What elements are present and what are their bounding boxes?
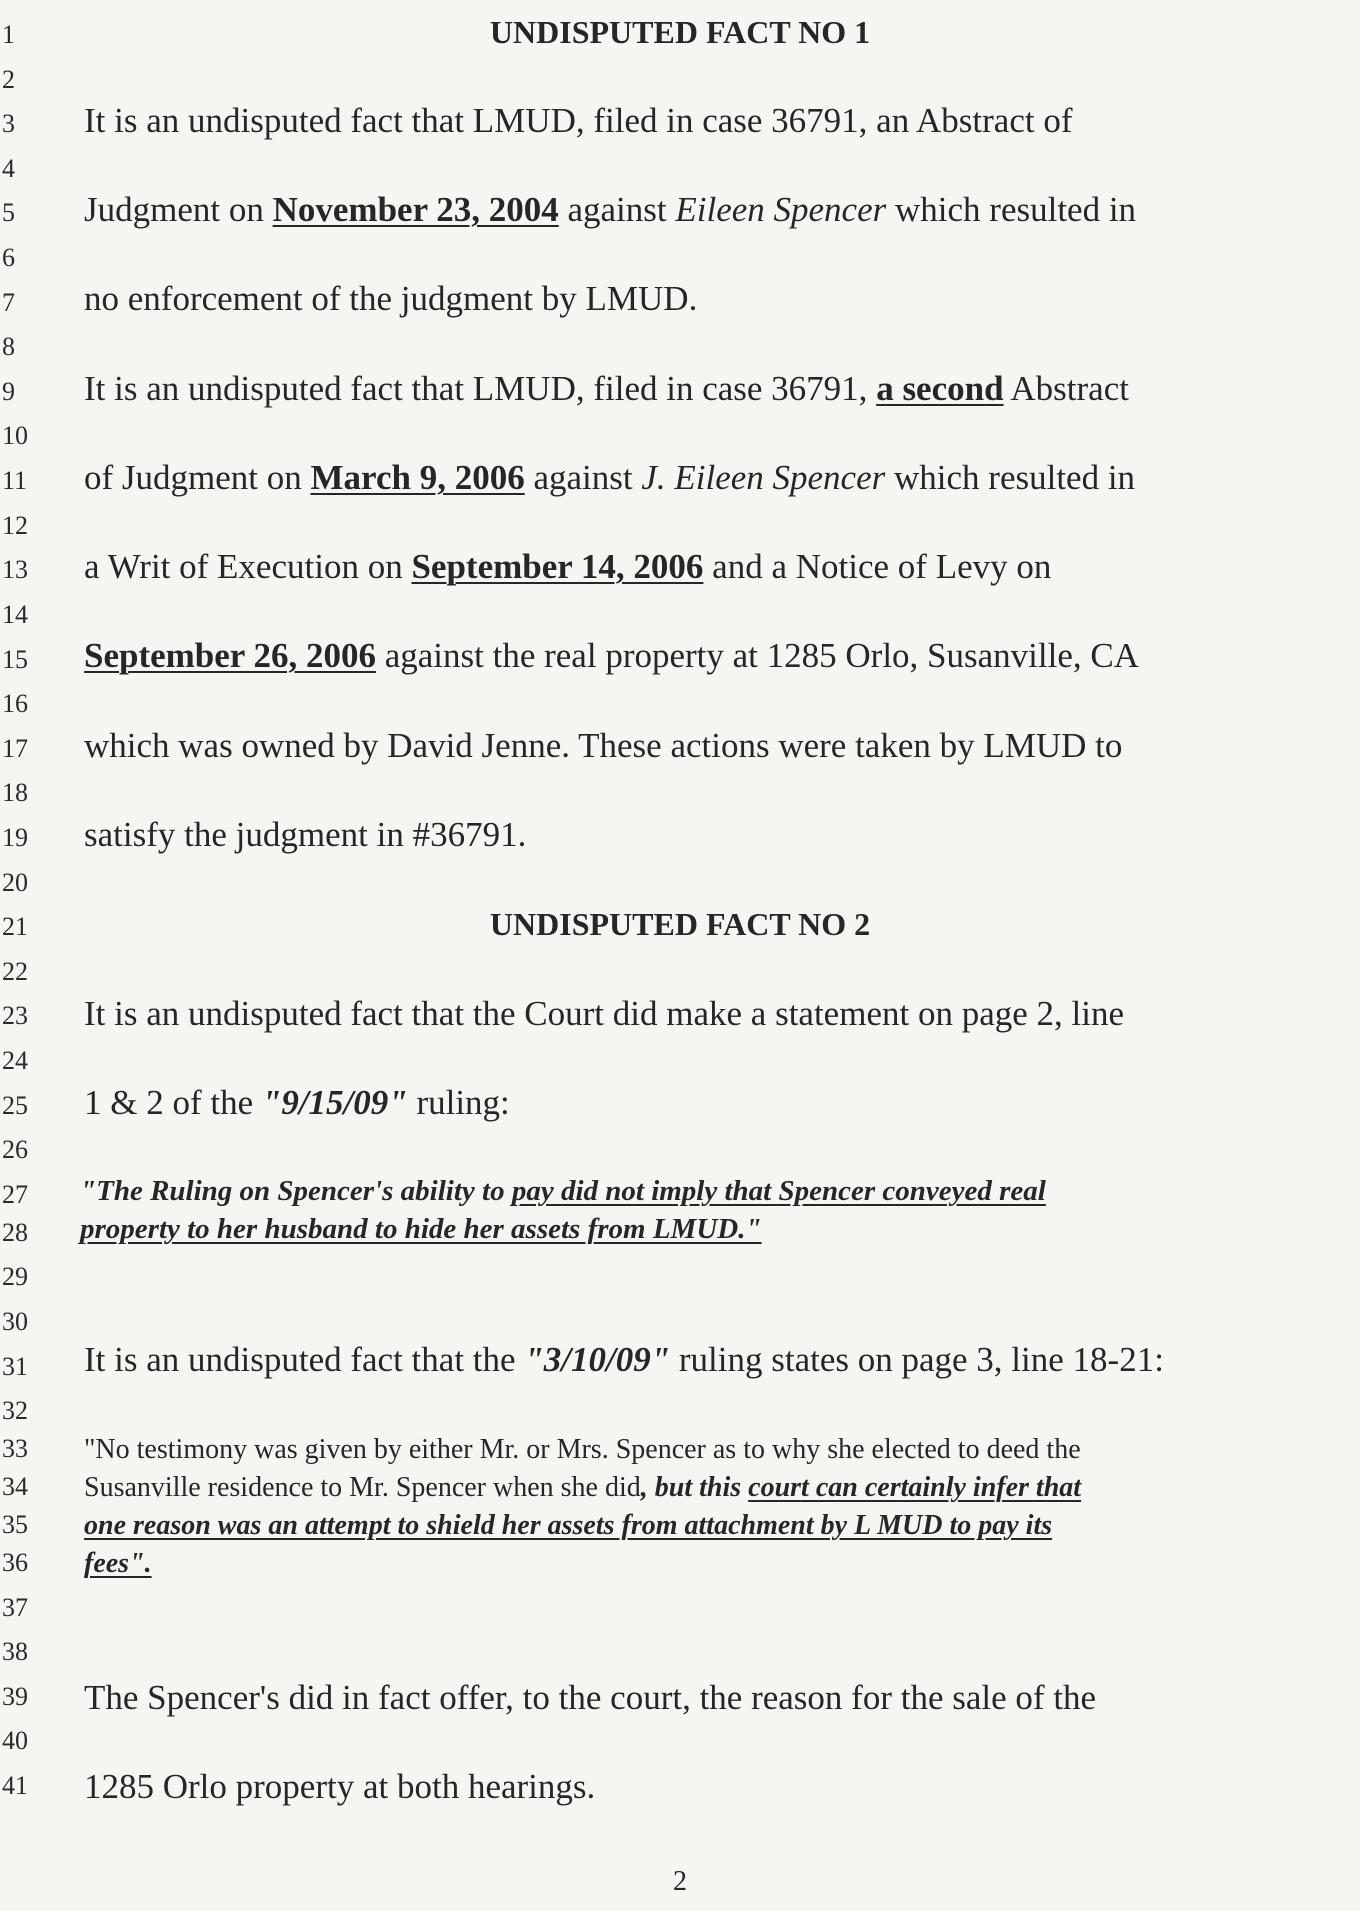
text-run: The Spencer's did in fact offer, to the court, the reason for the sale of the xyxy=(84,1678,1097,1717)
body-line xyxy=(84,636,1320,676)
line-number: 19 xyxy=(2,823,28,852)
underlined-quote: property to her husband to hide her assets from LMUD." xyxy=(80,1213,762,1245)
line-number: 12 xyxy=(2,511,28,540)
line-number: 10 xyxy=(2,421,28,450)
text-run: satisfy the judgment in #36791. xyxy=(84,815,527,854)
line-number: 3 xyxy=(2,109,15,138)
text-run: which was owned by David Jenne. These actions were taken by LMUD to xyxy=(84,726,1123,765)
body-line xyxy=(84,994,1320,1034)
quote-line: fees". xyxy=(84,1548,152,1579)
quote-line: "No testimony was given by either Mr. or Mrs. Spencer as to why she elected to deed the xyxy=(84,1434,1081,1465)
text-run: against xyxy=(524,458,642,497)
line-number: 22 xyxy=(2,957,28,986)
line-number: 18 xyxy=(2,778,28,807)
line-number: 14 xyxy=(2,600,28,629)
body-line xyxy=(84,101,1320,141)
text-run: ruling: xyxy=(407,1083,510,1122)
date-highlight: September 14, 2006 xyxy=(411,547,704,586)
text-run: Judgment on xyxy=(84,190,273,229)
line-number: 8 xyxy=(2,332,15,361)
line-number: 4 xyxy=(2,154,15,183)
body-line xyxy=(84,279,1320,319)
text-run: "The Ruling on Spencer's ability to xyxy=(80,1175,512,1207)
text-run: It is an undisputed fact that the xyxy=(84,1340,525,1379)
party-name: Eileen Spencer xyxy=(675,190,887,229)
text-run: which resulted in xyxy=(885,458,1136,497)
text-run: no enforcement of the judgment by LMUD. xyxy=(84,279,698,318)
line-number: 41 xyxy=(2,1771,28,1800)
body-line xyxy=(84,1767,1320,1807)
underlined-quote: court can certainly infer that xyxy=(748,1472,1082,1503)
body-line xyxy=(84,1340,1320,1380)
line-number: 26 xyxy=(2,1135,28,1164)
line-number: 17 xyxy=(2,734,28,763)
text-run: ruling states on page 3, line 18-21: xyxy=(670,1340,1164,1379)
text-run: Susanville residence to Mr. Spencer when she did xyxy=(84,1472,641,1503)
line-number: 2 xyxy=(2,65,15,94)
body-line xyxy=(84,1678,1320,1718)
text-run: against xyxy=(558,190,676,229)
date-highlight: November 23, 2004 xyxy=(272,190,559,229)
body-line xyxy=(84,190,1320,230)
line-number: 21 xyxy=(2,912,28,941)
line-number: 29 xyxy=(2,1262,28,1291)
text-run: 1285 Orlo property at both hearings. xyxy=(84,1767,596,1806)
body-line xyxy=(84,369,1320,409)
line-number: 27 xyxy=(2,1180,28,1209)
line-number: 15 xyxy=(2,645,28,674)
line-number: 35 xyxy=(2,1510,28,1539)
party-name: J. Eileen Spencer xyxy=(641,458,886,497)
line-number: 11 xyxy=(2,466,28,495)
line-number: 39 xyxy=(2,1682,28,1711)
text-run: 1 & 2 of the xyxy=(84,1083,262,1122)
line-number: 31 xyxy=(2,1352,28,1381)
line-number: 6 xyxy=(2,243,15,272)
quote-line xyxy=(80,1173,1320,1209)
line-number: 20 xyxy=(2,868,28,897)
text-run: It is an undisputed fact that LMUD, filed in case 36791, xyxy=(84,369,877,408)
text-run: It is an undisputed fact that the Court did make a statement on page 2, line xyxy=(84,994,1125,1033)
line-number: 30 xyxy=(2,1307,28,1336)
ruling-date: "9/15/09" xyxy=(261,1083,408,1122)
quote-line xyxy=(80,1211,1320,1247)
fact2-heading: UNDISPUTED FACT NO 2 xyxy=(489,906,871,942)
line-number: 5 xyxy=(2,198,15,227)
quote-line: one reason was an attempt to shield her assets from attachment by L MUD to pay its xyxy=(84,1510,1053,1541)
line-number: 28 xyxy=(2,1218,28,1247)
fact1-heading: UNDISPUTED FACT NO 1 xyxy=(489,14,871,50)
line-number: 9 xyxy=(2,377,15,406)
body-line xyxy=(84,458,1320,498)
text-run: against the real property at 1285 Orlo, Susanville, CA xyxy=(375,636,1139,675)
line-number: 33 xyxy=(2,1434,28,1463)
ruling-date: "3/10/09" xyxy=(524,1340,671,1379)
text-run: and a Notice of Levy on xyxy=(703,547,1052,586)
body-line xyxy=(84,1083,1320,1123)
text-run: , but this xyxy=(640,1472,749,1503)
date-highlight: September 26, 2006 xyxy=(84,636,376,675)
line-number: 25 xyxy=(2,1091,28,1120)
text-run: It is an undisputed fact that LMUD, filed in case 36791, an Abstract of xyxy=(84,101,1073,140)
line-number: 1 xyxy=(2,20,15,49)
line-number: 36 xyxy=(2,1548,28,1577)
line-number: 38 xyxy=(2,1637,28,1666)
line-number: 32 xyxy=(2,1396,28,1425)
text-run: a Writ of Execution on xyxy=(84,547,412,586)
date-highlight: March 9, 2006 xyxy=(310,458,525,497)
line-number: 40 xyxy=(2,1726,28,1755)
emphasis: a second xyxy=(876,369,1004,408)
quote-line xyxy=(84,1470,1320,1506)
line-number: 24 xyxy=(2,1046,28,1075)
text-run: of Judgment on xyxy=(84,458,311,497)
text-run: Abstract xyxy=(1003,369,1129,408)
line-number: 7 xyxy=(2,288,15,317)
line-number: 23 xyxy=(2,1001,28,1030)
line-number: 34 xyxy=(2,1472,28,1501)
body-line xyxy=(84,547,1320,587)
line-number: 16 xyxy=(2,689,28,718)
body-line xyxy=(84,815,1320,855)
text-run: which resulted in xyxy=(886,190,1137,229)
line-number: 37 xyxy=(2,1593,28,1622)
body-line xyxy=(84,726,1320,766)
line-number: 13 xyxy=(2,555,28,584)
underlined-quote: pay did not imply that Spencer conveyed real xyxy=(511,1175,1046,1207)
page-number: 2 xyxy=(673,1866,687,1897)
